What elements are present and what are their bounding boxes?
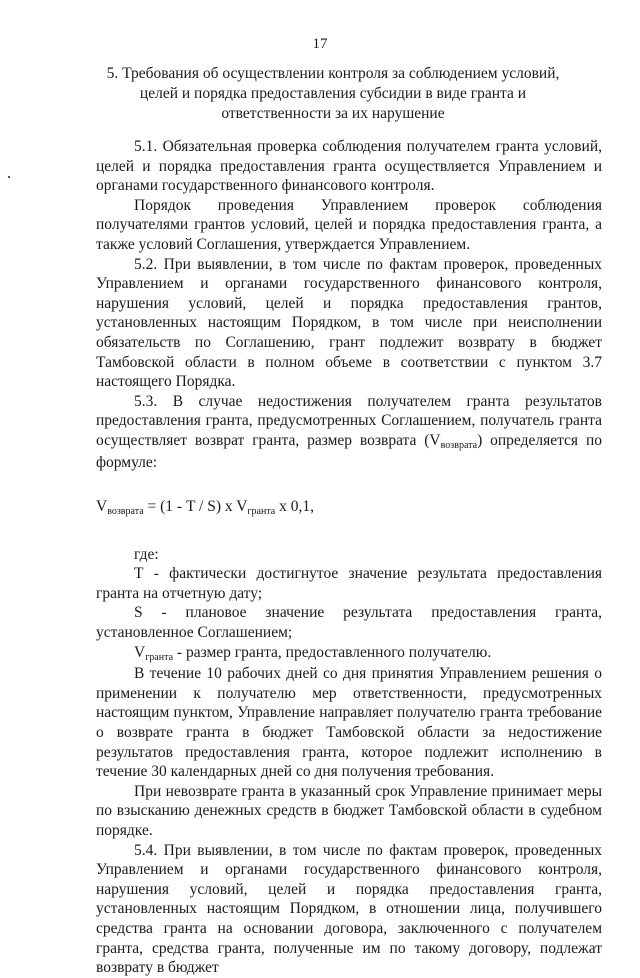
definition-v-text: - размер гранта, предоставленного получателю.	[173, 643, 492, 661]
paragraph-5-3	[96, 392, 602, 472]
formula-v2-subscript: гранта	[247, 506, 276, 518]
definition-s: S - плановое значение результата предоставления гранта, установленное Соглашением;	[96, 604, 602, 642]
paragraph-5-3-subscript: возврата	[440, 439, 478, 451]
where-label: где:	[134, 545, 159, 563]
definition-v	[96, 643, 602, 665]
formula	[96, 497, 602, 519]
paragraph-5-3-end: ) определяется по формуле:	[96, 431, 602, 471]
paragraph-5-4: 5.4. При выявлении, в том числе по фактам проверок, проведенных Управлением и органами государственного финансового контроля, нарушения условий, целей и порядка предоставления гранта, установленных настоящим Порядком, в отношении лица, получившего средства гранта на основании договора, заключенного с получателем гранта, средства гранта, полученные им по такому договору, подлежат возврату в бюджет	[96, 841, 602, 977]
document-body	[96, 137, 602, 978]
formula-v1: V	[96, 498, 108, 516]
paragraph-5-1: 5.1. Обязательная проверка соблюдения получателем гранта условий, целей и порядка предоставления гранта осуществляется Управлением и органами государственного финансового контроля.	[96, 138, 602, 195]
formula-end: x 0,1,	[275, 498, 314, 516]
section-heading: 5. Требования об осуществлении контроля за соблюдением условий, целей и порядка предоставления субсидии в виде гранта и ответственности за их нарушение	[106, 65, 560, 122]
definition-t: Т - фактически достигнутое значение результата предоставления гранта на отчетную дату;	[96, 565, 602, 602]
formula-v1-subscript: возврата	[107, 506, 144, 518]
margin-mark	[8, 176, 10, 178]
definition-v-subscript: гранта	[145, 651, 174, 663]
paragraph-5-1-procedure: Порядок проведения Управлением проверок соблюдения получателями грантов условий, целей и порядка предоставления гранта, а также условий Соглашения, утверждается Управлением.	[96, 196, 602, 253]
formula-mid: = (1 - T / S) x V	[143, 498, 248, 516]
page-number: 17	[312, 36, 328, 52]
definition-v-symbol: V	[134, 643, 146, 661]
paragraph-5-3-start: 5.3. В случае недостижения получателем гранта результатов предоставления гранта, предусмотренных Соглашением, получатель гранта осуществляет возврат гранта, размер возврата (V	[96, 392, 602, 449]
paragraph-5-2: 5.2. При выявлении, в том числе по фактам проверок, проведенных Управлением и органами государственного финансового контроля, нарушения условий, целей и порядка предоставления грантов, установленных настоящим Порядком, в том числе при неисполнении обязательств по Соглашению, грант подлежит возврату в бюджет Тамбовской области в полном объеме в соответствии с пунктом 3.7 настоящего Порядка.	[96, 255, 602, 391]
paragraph-10-days: В течение 10 рабочих дней со дня принятия Управлением решения о применении к получателю мер ответственности, предусмотренных настоящим пунктом, Управление направляет получателю гранта требование о возврате гранта в бюджет Тамбовской области за недостижение результатов предоставления гранта, которое подлежит исполнению в течение 30 календарных дней со дня получения требования.	[96, 665, 602, 781]
paragraph-nonreturn: При невозврате гранта в указанный срок Управление принимает меры по взысканию денежных средств в бюджет Тамбовской области в судебном порядке.	[96, 782, 602, 839]
